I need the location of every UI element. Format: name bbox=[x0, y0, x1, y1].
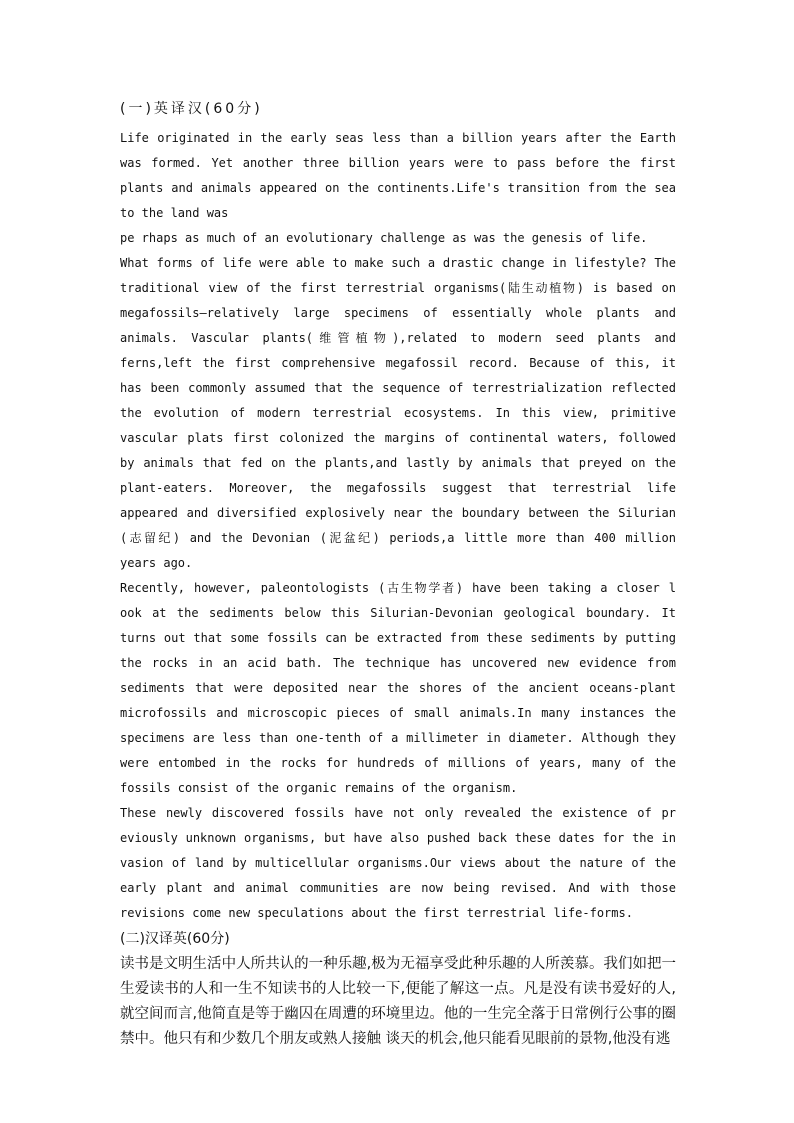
paragraph: pe rhaps as much of an evolutionary challenge as was the genesis of life. bbox=[120, 231, 648, 245]
section-heading-chinese-to-english: (二)汉译英(60分) bbox=[120, 931, 230, 947]
document-page bbox=[120, 98, 676, 1052]
paragraph: 读书是文明生活中人所共认的一种乐趣,极为无福享受此种乐趣的人所羡慕。我们如把一生爱读书的人和一生不知读书的人比较一下,便能了解这一点。凡是没有读书爱好的人,就空间而言,他简直是等于幽囚在周遭的环境里边。他的一生完全落于日常例行公事的圈禁中。他只有和少数几个朋友或熟人接触 谈天的机会,他只能看见眼前的景物,他没有逃 bbox=[120, 956, 676, 1047]
paragraph: Recently, however, paleontologists (古生物学者) have been taking a closer l ook at the sediments below this Silurian-Devonian geological boundary. It turns out that some fossils can be extracted from these sediments by putting the rocks in an acid bath. The technique has uncovered new evidence from sediments that were deposited near the shores of the ancient oceans-plant microfossils and microscopic pieces of small animals.In many instances the specimens are less than one-tenth of a millimeter in diameter. Although they were entombed in the rocks for hundreds of millions of years, many of the fossils consist of the organic remains of the organism. bbox=[120, 581, 676, 795]
section-heading-english-to-chinese: (一)英译汉(60分) bbox=[120, 101, 263, 117]
paragraph: What forms of life were able to make such a drastic change in lifestyle? The traditional view of the first terrestrial organisms(陆生动植物) is based on megafossils—relatively large specimens of essentially whole plants and animals. Vascular plants(维管植物),related to modern seed plants and ferns,left the first comprehensive megafossil record. Because of this, it has been commonly assumed that the sequence of terrestrialization reflected the evolution of modern terrestrial ecosystems. In this view, primitive vascular plats first colonized the margins of continental waters, followed by animals that fed on the plants,and lastly by animals that preyed on the plant-eaters. Moreover, the megafossils suggest that terrestrial life appeared and diversified explosively near the boundary between the Silurian (志留纪) and the Devonian (泥盆纪) periods,a little more than 400 million years ago. bbox=[120, 256, 676, 570]
paragraph: These newly discovered fossils have not only revealed the existence of pr eviously unknown organisms, but have also pushed back these dates for the in vasion of land by multicellular organisms.Our views about the nature of the early plant and animal communities are now being revised. And with those revisions come new speculations about the first terrestrial life-forms. bbox=[120, 806, 676, 920]
paragraph: Life originated in the early seas less than a billion years after the Earth was formed. Yet another three billion years were to pass before the first plants and animals appeared on the continents.Life's transition from the sea to the land was bbox=[120, 131, 676, 220]
